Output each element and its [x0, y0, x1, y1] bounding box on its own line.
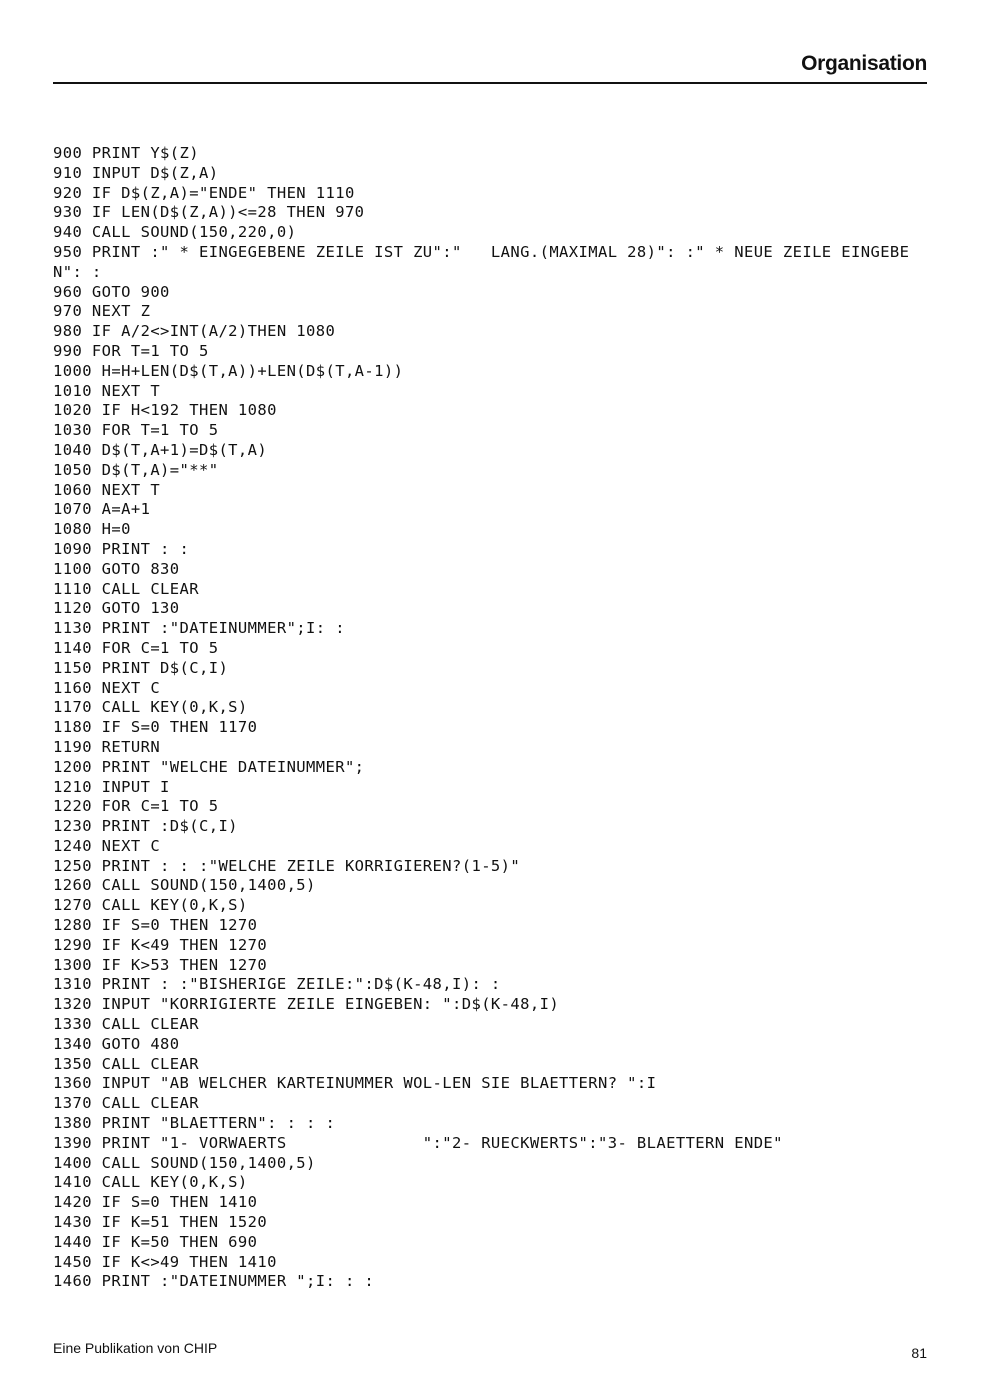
code-line: 1210 INPUT I	[53, 777, 170, 796]
code-line: 1100 GOTO 830	[53, 559, 180, 578]
code-line: 1440 IF K=50 THEN 690	[53, 1232, 258, 1251]
code-line: 1380 PRINT "BLAETTERN": : : :	[53, 1114, 336, 1133]
code-line: 1180 IF S=0 THEN 1170	[53, 718, 258, 737]
code-line: 1230 PRINT :D$(C,I)	[53, 817, 238, 836]
code-line: 1320 INPUT "KORRIGIERTE ZEILE EINGEBEN: ":D$(K-48,I)	[53, 995, 560, 1014]
code-line: 1000 H=H+LEN(D$(T,A))+LEN(D$(T,A-1))	[53, 361, 404, 380]
code-line: 1300 IF K>53 THEN 1270	[53, 955, 268, 974]
code-line: 1360 INPUT "AB WELCHER KARTEINUMMER WOL-LEN SIE BLAETTERN? ":I	[53, 1074, 657, 1093]
code-line: 1080 H=0	[53, 520, 131, 539]
code-line: 970 NEXT Z	[53, 302, 151, 321]
code-line: 1310 PRINT : :"BISHERIGE ZEILE:":D$(K-48,I): :	[53, 975, 501, 994]
code-line: 1110 CALL CLEAR	[53, 579, 199, 598]
code-line: 990 FOR T=1 TO 5	[53, 341, 209, 360]
code-line: 1420 IF S=0 THEN 1410	[53, 1193, 258, 1212]
code-line: 1340 GOTO 480	[53, 1034, 180, 1053]
section-title: Organisation	[801, 52, 927, 75]
code-line: 1270 CALL KEY(0,K,S)	[53, 896, 248, 915]
page-header	[53, 50, 927, 84]
code-line: 1410 CALL KEY(0,K,S)	[53, 1173, 248, 1192]
code-line: 930 IF LEN(D$(Z,A))<=28 THEN 970	[53, 203, 365, 222]
code-line: 1010 NEXT T	[53, 381, 161, 400]
code-line: 920 IF D$(Z,A)="ENDE" THEN 1110	[53, 183, 355, 202]
code-line: 950 PRINT :" * EINGEGEBENE ZEILE IST ZU":" LANG.(MAXIMAL 28)": :" * NEUE ZEILE EINGEBEN": :	[53, 242, 910, 281]
page-number: 81	[911, 1345, 927, 1361]
code-line: 1250 PRINT : : :"WELCHE ZEILE KORRIGIEREN?(1-5)"	[53, 856, 521, 875]
code-line: 1090 PRINT : :	[53, 539, 190, 558]
code-line: 1190 RETURN	[53, 737, 161, 756]
code-line: 1050 D$(T,A)="**"	[53, 460, 219, 479]
code-line: 1370 CALL CLEAR	[53, 1094, 199, 1113]
code-line: 1170 CALL KEY(0,K,S)	[53, 698, 248, 717]
code-line: 1390 PRINT "1- VORWAERTS ":"2- RUECKWERTS":"3- BLAETTERN ENDE"	[53, 1133, 783, 1152]
basic-code-listing	[53, 144, 913, 1292]
code-line: 960 GOTO 900	[53, 282, 170, 301]
code-line: 1350 CALL CLEAR	[53, 1054, 199, 1073]
code-line: 1160 NEXT C	[53, 678, 161, 697]
code-line: 1030 FOR T=1 TO 5	[53, 421, 219, 440]
code-line: 1280 IF S=0 THEN 1270	[53, 916, 258, 935]
code-line: 1200 PRINT "WELCHE DATEINUMMER";	[53, 757, 365, 776]
code-line: 1290 IF K<49 THEN 1270	[53, 935, 268, 954]
code-line: 1140 FOR C=1 TO 5	[53, 638, 219, 657]
code-line: 1060 NEXT T	[53, 480, 161, 499]
code-line: 910 INPUT D$(Z,A)	[53, 163, 219, 182]
code-line: 1240 NEXT C	[53, 836, 161, 855]
code-line: 1400 CALL SOUND(150,1400,5)	[53, 1153, 316, 1172]
code-line: 1150 PRINT D$(C,I)	[53, 658, 229, 677]
code-line: 1020 IF H<192 THEN 1080	[53, 401, 277, 420]
code-line: 1040 D$(T,A+1)=D$(T,A)	[53, 440, 268, 459]
code-line: 1330 CALL CLEAR	[53, 1015, 199, 1034]
code-line: 980 IF A/2<>INT(A/2)THEN 1080	[53, 322, 336, 341]
code-line: 940 CALL SOUND(150,220,0)	[53, 223, 297, 242]
code-line: 1070 A=A+1	[53, 500, 151, 519]
code-line: 1120 GOTO 130	[53, 599, 180, 618]
code-line: 1220 FOR C=1 TO 5	[53, 797, 219, 816]
code-line: 900 PRINT Y$(Z)	[53, 144, 199, 162]
code-line: 1130 PRINT :"DATEINUMMER";I: :	[53, 619, 345, 638]
code-line: 1460 PRINT :"DATEINUMMER ";I: : :	[53, 1272, 375, 1291]
code-line: 1260 CALL SOUND(150,1400,5)	[53, 876, 316, 895]
publisher-credit: Eine Publikation von CHIP	[53, 1340, 218, 1356]
code-line: 1450 IF K<>49 THEN 1410	[53, 1252, 277, 1271]
code-line: 1430 IF K=51 THEN 1520	[53, 1213, 268, 1232]
